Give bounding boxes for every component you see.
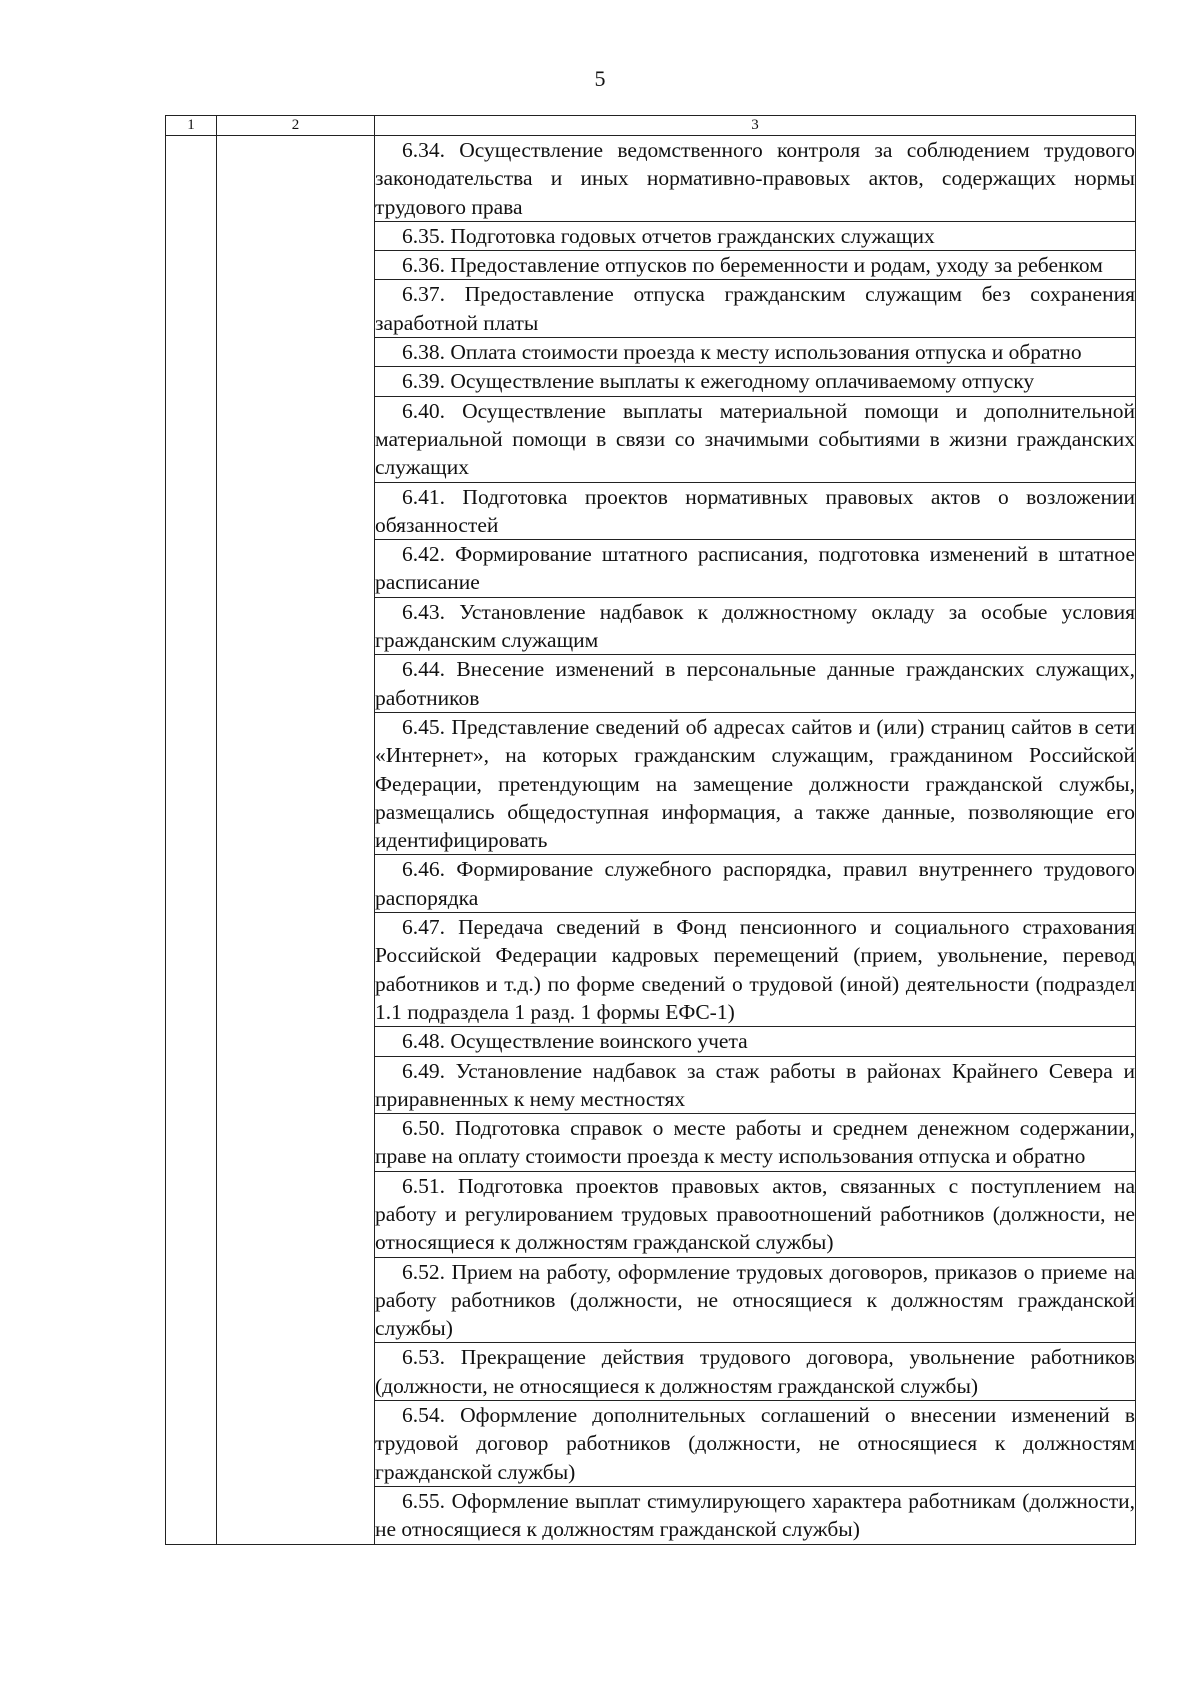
table-cell-item: 6.46. Формирование служебного распорядка, правил внутреннего трудового распорядка <box>375 855 1136 913</box>
table-cell-item: 6.51. Подготовка проектов правовых актов, связанных с поступлением на работу и регулированием трудовых правоотношений работников (должности, не относящиеся к должностям гражданской службы) <box>375 1171 1136 1257</box>
table-cell-item: 6.34. Осуществление ведомственного контроля за соблюдением трудового законодательства и иных нормативно-правовых актов, содержащих нормы трудового права <box>375 136 1136 222</box>
table-cell-item: 6.38. Оплата стоимости проезда к месту использования отпуска и обратно <box>375 338 1136 367</box>
table-header-row <box>166 116 1136 136</box>
table-cell-item: 6.50. Подготовка справок о месте работы и среднем денежном содержании, праве на оплату стоимости проезда к месту использования отпуска и обратно <box>375 1114 1136 1172</box>
table-row <box>166 136 1136 222</box>
table-cell-item: 6.41. Подготовка проектов нормативных правовых актов о возложении обязанностей <box>375 482 1136 540</box>
duties-table <box>165 115 1136 1545</box>
table-cell-item: 6.37. Предоставление отпуска гражданским служащим без сохранения заработной платы <box>375 280 1136 338</box>
column-header-1: 1 <box>166 116 217 136</box>
column-1-cell <box>166 136 217 1545</box>
table-cell-item: 6.36. Предоставление отпусков по беременности и родам, уходу за ребенком <box>375 251 1136 280</box>
table-cell-item: 6.55. Оформление выплат стимулирующего характера работникам (должности, не относящиеся к должностям гражданской службы) <box>375 1486 1136 1544</box>
table-cell-item: 6.35. Подготовка годовых отчетов гражданских служащих <box>375 221 1136 250</box>
column-header-2: 2 <box>217 116 375 136</box>
column-header-3: 3 <box>375 116 1136 136</box>
table-cell-item: 6.48. Осуществление воинского учета <box>375 1027 1136 1056</box>
table-cell-item: 6.45. Представление сведений об адресах сайтов и (или) страниц сайтов в сети «Интернет», на которых гражданским служащим, гражданином Российской Федерации, претендующим на замещение должности гражданской службы, размещались общедоступная информация, а также данные, позволяющие его идентифицировать <box>375 712 1136 854</box>
table-cell-item: 6.52. Прием на работу, оформление трудовых договоров, приказов о приеме на работу работников (должности, не относящиеся к должностям гражданской службы) <box>375 1257 1136 1343</box>
table-cell-item: 6.44. Внесение изменений в персональные данные гражданских служащих, работников <box>375 655 1136 713</box>
table-cell-item: 6.47. Передача сведений в Фонд пенсионного и социального страхования Российской Федерации кадровых перемещений (прием, увольнение, перевод работников и т.д.) по форме сведений о трудовой (иной) деятельности (подраздел 1.1 подраздела 1 разд. 1 формы ЕФС-1) <box>375 913 1136 1027</box>
table-cell-item: 6.53. Прекращение действия трудового договора, увольнение работников (должности, не относящиеся к должностям гражданской службы) <box>375 1343 1136 1401</box>
table-cell-item: 6.54. Оформление дополнительных соглашений о внесении изменений в трудовой договор работников (должности, не относящиеся к должностям гражданской службы) <box>375 1401 1136 1487</box>
page-number: 5 <box>594 66 606 91</box>
table-cell-item: 6.43. Установление надбавок к должностному окладу за особые условия гражданским служащим <box>375 597 1136 655</box>
table-cell-item: 6.40. Осуществление выплаты материальной помощи и дополнительной материальной помощи в связи со значимыми событиями в жизни гражданских служащих <box>375 396 1136 482</box>
table-cell-item: 6.39. Осуществление выплаты к ежегодному оплачиваемому отпуску <box>375 367 1136 396</box>
table-cell-item: 6.49. Установление надбавок за стаж работы в районах Крайнего Севера и приравненных к нему местностях <box>375 1056 1136 1114</box>
column-2-cell <box>217 136 375 1545</box>
table-cell-item: 6.42. Формирование штатного расписания, подготовка изменений в штатное расписание <box>375 540 1136 598</box>
